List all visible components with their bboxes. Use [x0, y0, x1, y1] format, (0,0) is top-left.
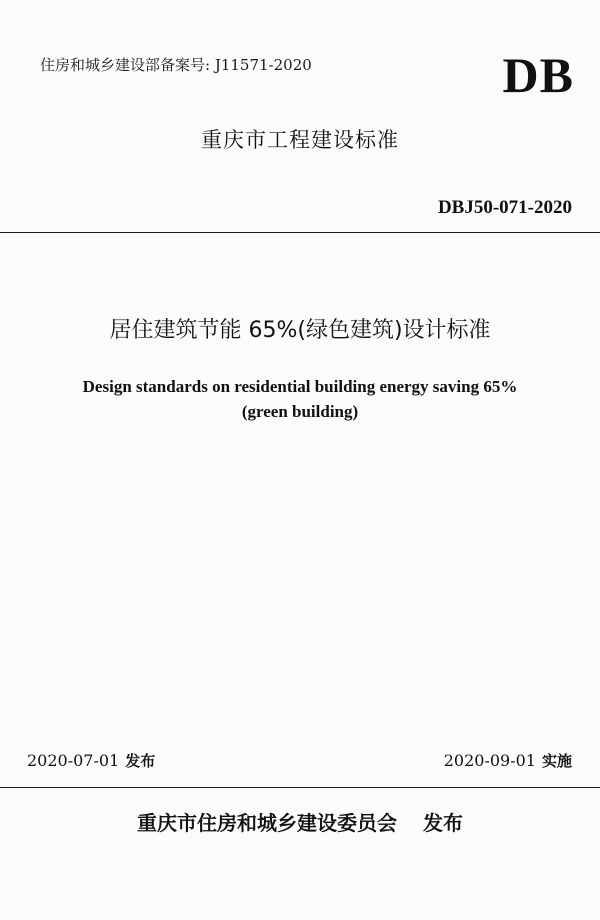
standard-type: 重庆市工程建设标准: [201, 128, 399, 152]
filing-number: 住房和城乡建设部备案号: J11571-2020: [40, 56, 312, 74]
standard-code: DBJ50-071-2020: [437, 197, 572, 218]
issue-date: 2020-07-01: [27, 751, 120, 770]
bottom-divider: [0, 787, 600, 788]
issue-date-block: [27, 750, 155, 771]
publisher-name: 重庆市住房和城乡建设委员会: [137, 811, 397, 835]
title-english-line1: Design standards on residential building energy saving 65%: [82, 377, 518, 396]
db-mark: DB: [502, 47, 574, 103]
effective-label: 实施: [541, 752, 572, 770]
publisher-action: 发布: [423, 811, 463, 835]
title-chinese: 居住建筑节能 65%(绿色建筑)设计标准: [109, 318, 491, 343]
effective-date-block: [444, 750, 572, 771]
title-english-line2: (green building): [241, 402, 359, 421]
effective-date: 2020-09-01: [443, 751, 536, 770]
publisher-line: [0, 807, 600, 836]
issue-label: 发布: [125, 752, 156, 770]
top-divider: [0, 232, 600, 233]
